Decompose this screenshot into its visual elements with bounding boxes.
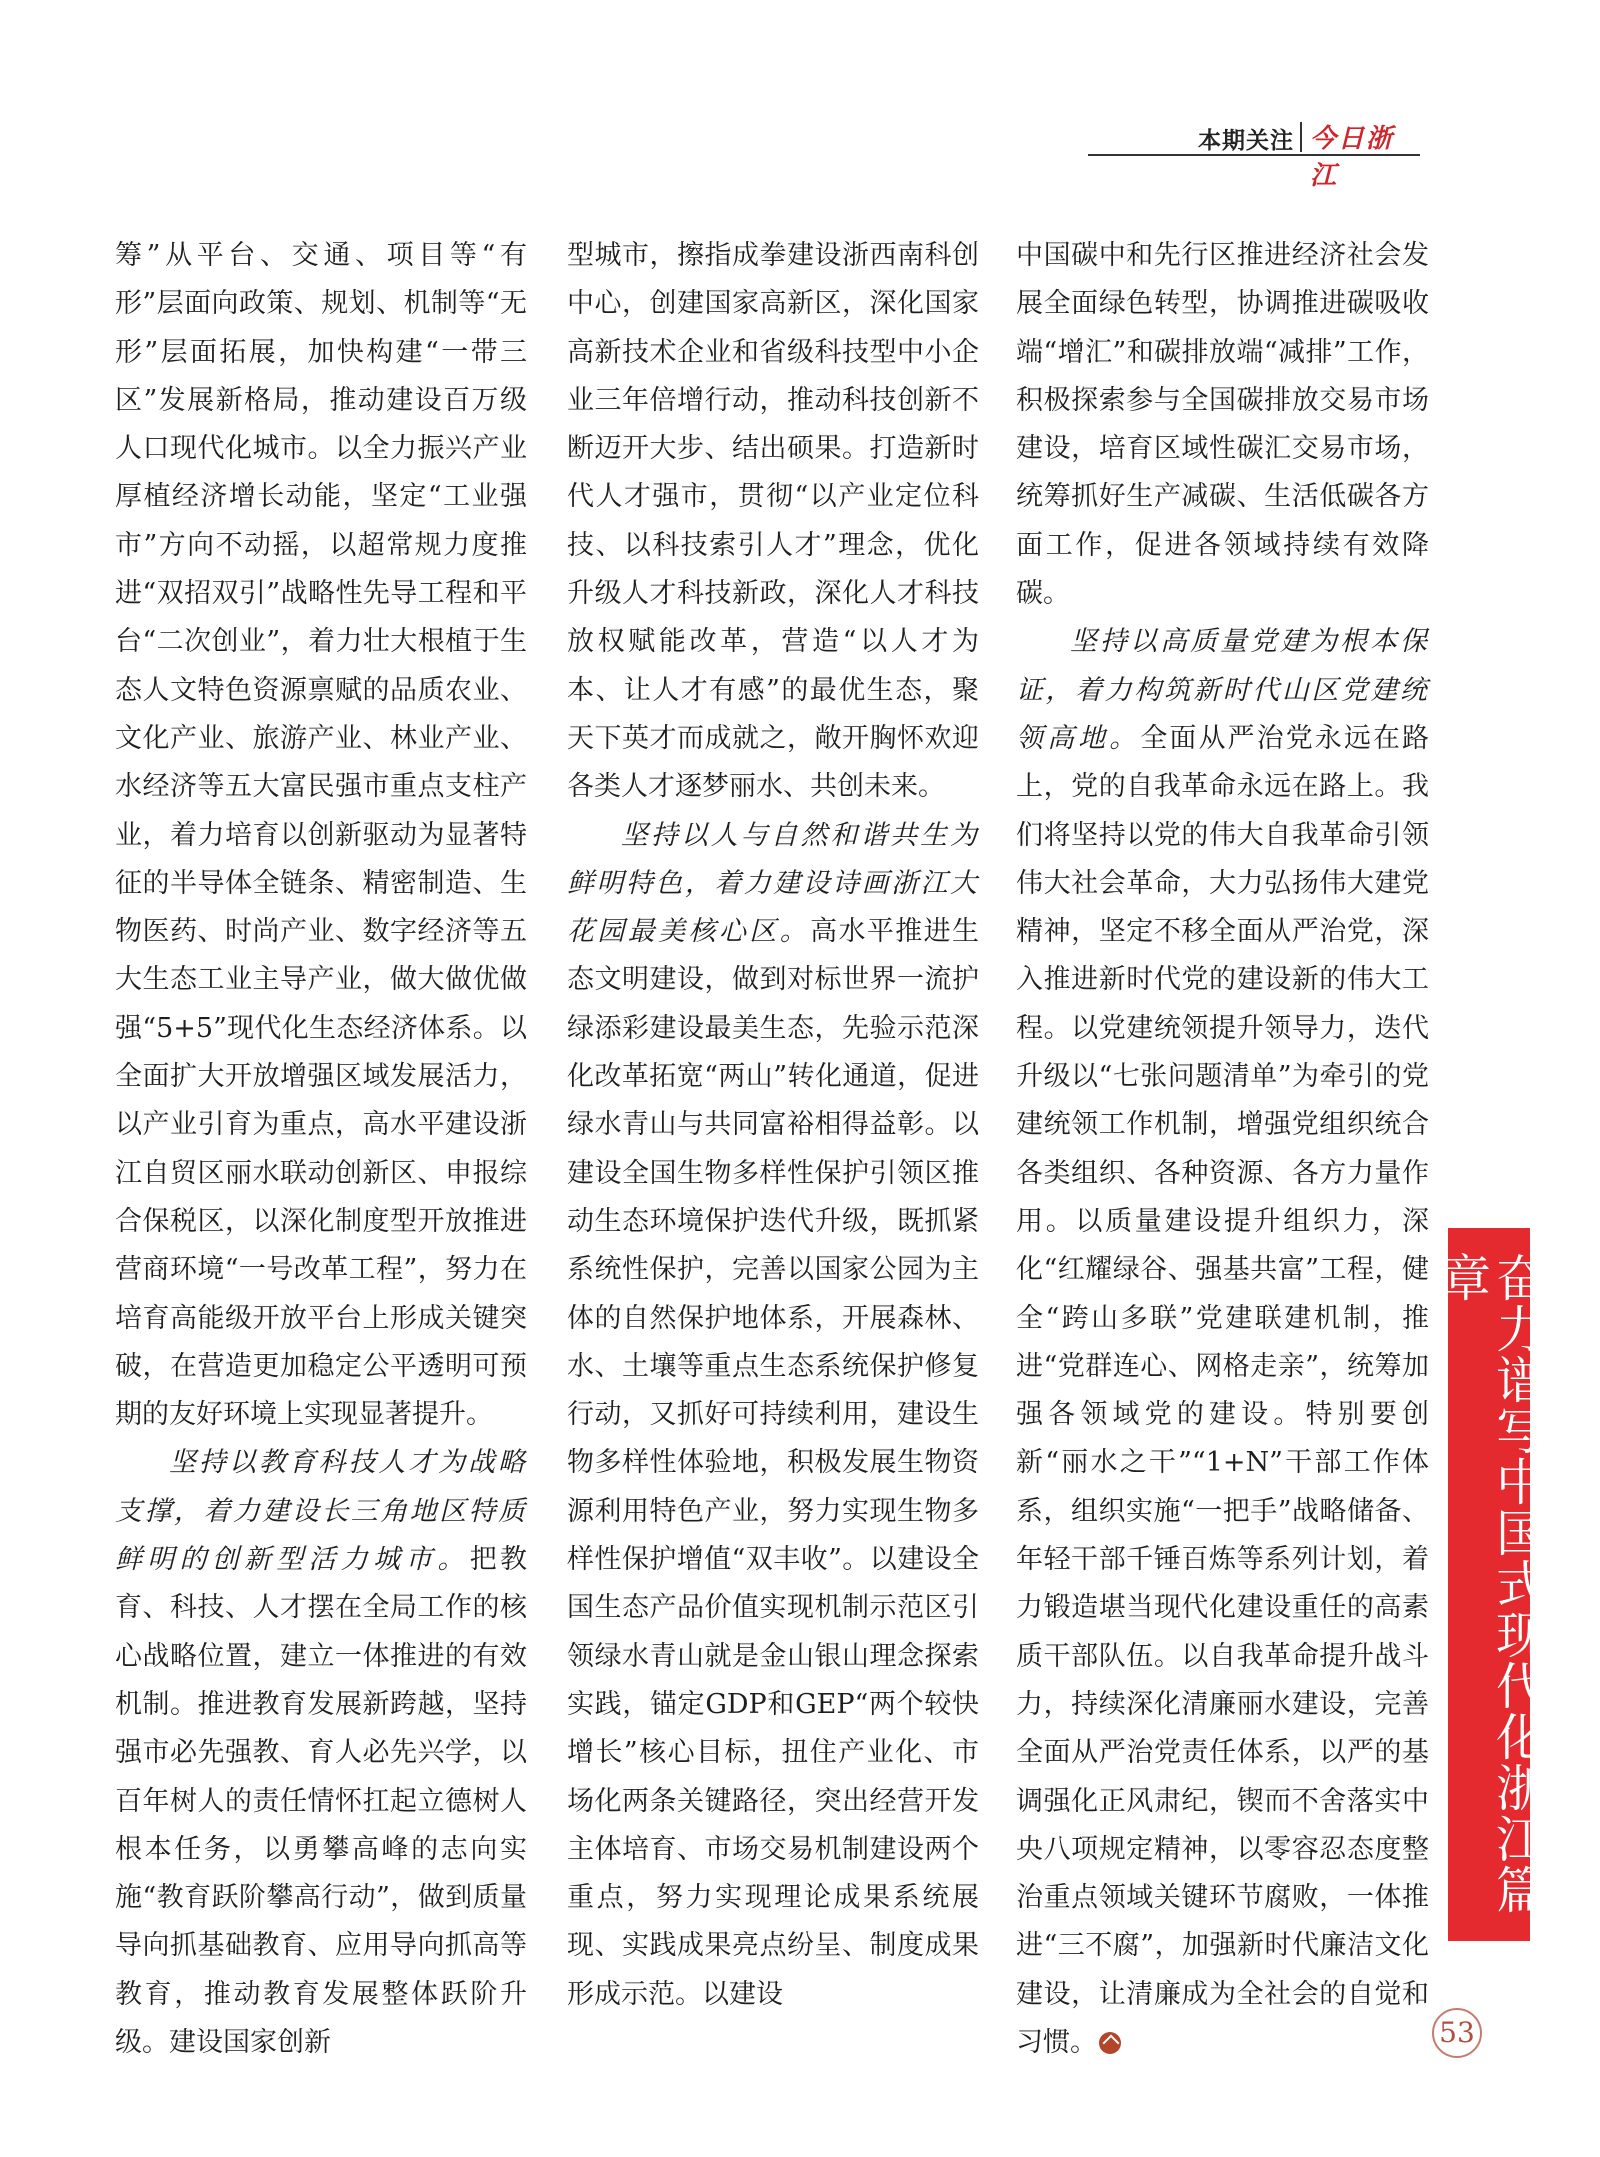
article-column-2 <box>567 232 979 2019</box>
article-column-1 <box>115 232 527 2067</box>
end-mark-icon <box>1099 2032 1121 2054</box>
page-number: 53 <box>1432 2008 1482 2058</box>
paragraph: 中国碳中和先行区推进经济社会发展全面绿色转型，协调推进碳吸收端“增汇”和碳排放端“减排”工作，积极探索参与全国碳排放交易市场建设，培育区域性碳汇交易市场，统筹抓好生产减碳、生活低碳各方面工作，促进各领域持续有效降碳。 <box>1016 240 1429 610</box>
article-column-3 <box>1016 232 1429 2067</box>
paragraph-lead: 坚持以教育科技人才为战略支撑，着力建设长三角地区特质鲜明的创新型活力城市。 <box>115 1447 527 1576</box>
paragraph-lead: 坚持以高质量党建为根本保证，着力构筑新时代山区党建统领高地。 <box>1016 626 1429 754</box>
paragraph: 筹”从平台、交通、项目等“有形”层面向政策、规划、机制等“无形”层面拓展，加快构建“一带三区”发展新格局，推动建设百万级人口现代化城市。以全力振兴产业厚植经济增长动能，坚定“工业强市”方向不动摇，以超常规力度推进“双招双引”战略性先导工程和平台“二次创业”，着力壮大根植于生态人文特色资源禀赋的品质农业、文化产业、旅游产业、林业产业、水经济等五大富民强市重点支柱产业，着力培育以创新驱动为显著特征的半导体全链条、精密制造、生物医药、时尚产业、数字经济等五大生态工业主导产业，做大做优做强“5+5”现代化生态经济体系。以全面扩大开放增强区域发展活力，以产业引育为重点，高水平建设浙江自贸区丽水联动创新区、申报综合保税区，以深化制度型开放推进营商环境“一号改革工程”，努力在培育高能级开放平台上形成关键突破，在营造更加稳定公平透明可预期的友好环境上实现显著提升。 <box>115 240 527 1431</box>
paragraph-body: 全面从严治党永远在路上，党的自我革命永远在路上。我们将坚持以党的伟大自我革命引领伟大社会革命，大力弘扬伟大建党精神，坚定不移全面从严治党，深入推进新时代党的建设新的伟大工程。以党建统领提升领导力，迭代升级以“七张问题清单”为牵引的党建统领工作机制，增强党组织统合各类组织、各种资源、各方力量作用。以质量建设提升组织力，深化“红耀绿谷、强基共富”工程，健全“跨山多联”党建联建机制，推进“党群连心、网格走亲”，统筹加强各领域党的建设。特别要创新“丽水之干”“1+N”干部工作体系，组织实施“一把手”战略储备、年轻干部千锤百炼等系列计划，着力锻造堪当现代化建设重任的高素质干部队伍。以自我革命提升战斗力，持续深化清廉丽水建设，完善全面从严治党责任体系，以严的基调强化正风肃纪，锲而不舍落实中央八项规定精神，以零容忍态度整治重点领域关键环节腐败，一体推进“三不腐”，加强新时代廉洁文化建设，让清廉成为全社会的自觉和习惯。 <box>1016 722 1430 2058</box>
side-banner <box>1433 1228 1546 1941</box>
paragraph-body: 把教育、科技、人才摆在全局工作的核心战略位置，建立一体推进的有效机制。推进教育发展新跨越，坚持强市必先强教、育人必先兴学，以百年树人的责任情怀扛起立德树人根本任务，以勇攀高峰的志向实施“教育跃阶攀高行动”，做到质量导向抓基础教育、应用导向抓高等教育，推动教育发展整体跃阶升级。建设国家创新 <box>115 1544 527 2058</box>
magazine-logo: 今日浙江 <box>1310 124 1395 191</box>
page-header <box>1088 118 1420 191</box>
header-divider <box>1300 122 1302 152</box>
paragraph: 型城市，擦指成拳建设浙西南科创中心，创建国家高新区，深化国家高新技术企业和省级科技型中小企业三年倍增行动，推动科技创新不断迈开大步、结出硕果。打造新时代人才强市，贯彻“以产业定位科技、以科技索引人才”理念，优化升级人才科技新政，深化人才科技放权赋能改革，营造“以人才为本、让人才有感”的最优生态，聚天下英才而成就之，敞开胸怀欢迎各类人才逐梦丽水、共创未来。 <box>567 240 979 803</box>
paragraph <box>567 812 979 2019</box>
paragraph <box>115 1439 527 2067</box>
paragraph-lead: 坚持以人与自然和谐共生为鲜明特色，着力建设诗画浙江大花园最美核心区。 <box>567 819 979 948</box>
paragraph <box>1016 618 1429 2067</box>
side-banner-title: 奋力谱写中国式现代化浙江篇章 <box>1433 1252 1546 1915</box>
section-label: 本期关注 <box>1198 128 1294 154</box>
paragraph-body: 高水平推进生态文明建设，做到对标世界一流护绿添彩建设最美生态，先验示范深化改革拓宽“两山”转化通道，促进绿水青山与共同富裕相得益彰。以建设全国生物多样性保护引领区推动生态环境保护迭代升级，既抓紧系统性保护，完善以国家公园为主体的自然保护地体系，开展森林、水、土壤等重点生态系统保护修复行动，又抓好可持续利用，建设生物多样性体验地，积极发展生物资源利用特色产业，努力实现生物多样性保护增值“双丰收”。以建设全国生态产品价值实现机制示范区引领绿水青山就是金山银山理念探索实践，锚定GDP和GEP“两个较快增长”核心目标，扭住产业化、市场化两条关键路径，突出经营开发主体培育、市场交易机制建设两个重点，努力实现理论成果系统展现、实践成果亮点纷呈、制度成果形成示范。以建设 <box>567 916 980 2010</box>
